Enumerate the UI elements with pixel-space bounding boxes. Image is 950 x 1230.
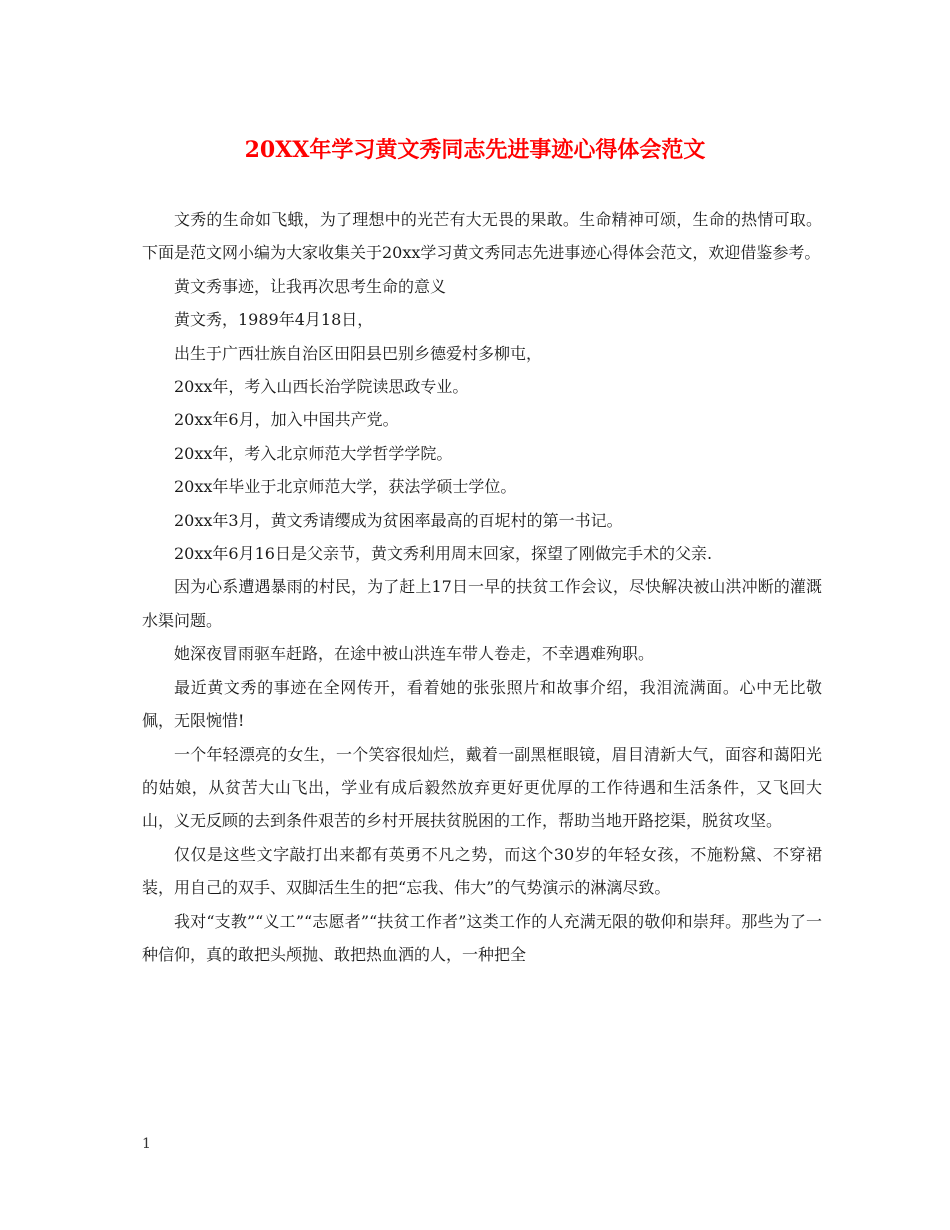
paragraph: 20xx年6月，加入中国共产党。: [174, 410, 399, 430]
paragraph: 最近黄文秀的事迹在全网传开，看着她的张张照片和故事介绍，我泪流满面。心中无比敬佩，无限惋惜!: [142, 677, 822, 731]
paragraph: 我对“支教”“义工”“志愿者”“扶贫工作者”这类工作的人充满无限的敬仰和崇拜。那些为了一种信仰，真的敢把头颅抛、敢把热血洒的人，一种把全: [142, 911, 822, 964]
paragraph: 仅仅是这些文字敲打出来都有英勇不凡之势，而这个30岁的年轻女孩，不施粉黛、不穿裙装，用自己的双手、双脚活生生的把“忘我、伟大”的气势演示的淋漓尽致。: [142, 844, 822, 898]
paragraph: 20xx年6月16日是父亲节，黄文秀利用周末回家，探望了刚做完手术的父亲.: [174, 544, 713, 564]
paragraph: 黄文秀事迹，让我再次思考生命的意义: [174, 276, 447, 296]
paragraph: 出生于广西壮族自治区田阳县巴别乡德爱村多柳屯，: [174, 343, 543, 363]
paragraph: 一个年轻漂亮的女生，一个笑容很灿烂，戴着一副黑框眼镜，眉目清新大气，面容和蔼阳光的姑娘，从贫苦大山飞出，学业有成后毅然放弃更好更优厚的工作待遇和生活条件，又飞回大山，义无反顾的去到条件艰苦的乡村开展扶贫脱困的工作，帮助当地开路挖渠，脱贫攻坚。: [142, 744, 822, 831]
paragraph: 她深夜冒雨驱车赶路，在途中被山洪连车带人卷走，不幸遇难殉职。: [174, 644, 655, 664]
document-title: 20XX年学习黄文秀同志先进事迹心得体会范文: [244, 137, 706, 163]
paragraph: 20xx年，考入北京师范大学哲学学院。: [174, 443, 453, 463]
paragraph: 20xx年3月，黄文秀请缨成为贫困率最高的百坭村的第一书记。: [174, 510, 623, 530]
paragraph: 20xx年毕业于北京师范大学，获法学硕士学位。: [174, 477, 517, 497]
document-body: [142, 203, 822, 971]
paragraph: 文秀的生命如飞蛾，为了理想中的光芒有大无畏的果敢。生命精神可颂，生命的热情可取。下面是范文网小编为大家收集关于20xx学习黄文秀同志先进事迹心得体会范文，欢迎借鉴参考。: [142, 210, 822, 263]
paragraph: 20xx年，考入山西长治学院读思政专业。: [174, 377, 469, 397]
paragraph: 因为心系遭遇暴雨的村民，为了赶上17日一早的扶贫工作会议，尽快解决被山洪冲断的灌溉水渠问题。: [142, 577, 822, 630]
paragraph: 黄文秀，1989年4月18日，: [174, 310, 374, 330]
page-number: 1: [142, 1136, 151, 1152]
